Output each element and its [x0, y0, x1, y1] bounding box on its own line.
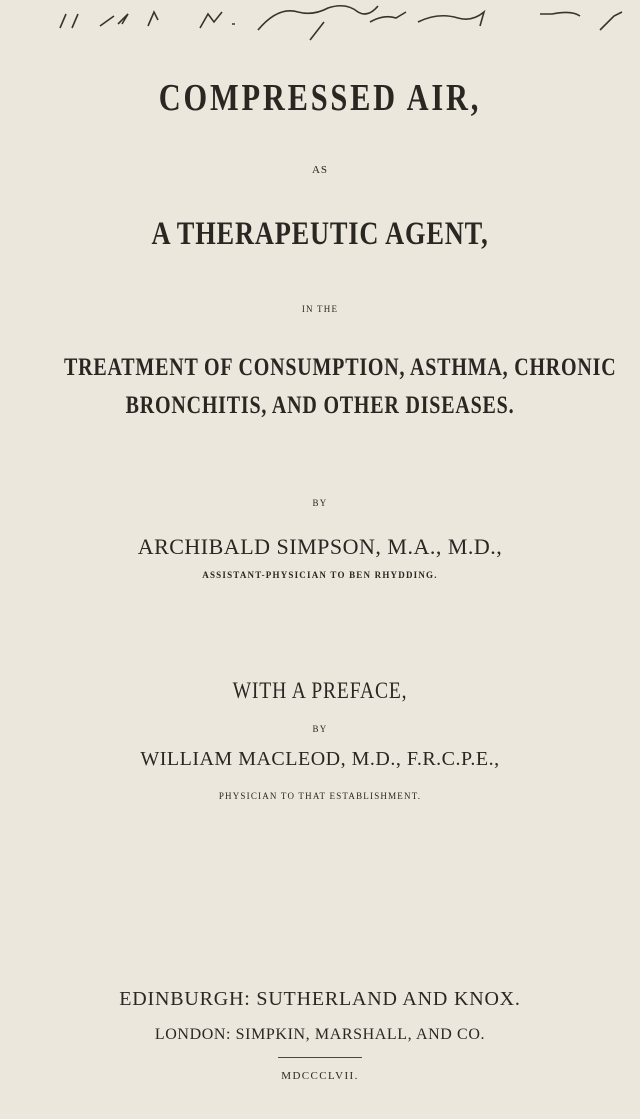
preface-author: WILLIAM MACLEOD, M.D., F.R.C.P.E., [140, 748, 500, 770]
author-role: ASSISTANT-PHYSICIAN TO BEN RHYDDING. [202, 570, 438, 580]
author-name: ARCHIBALD SIMPSON, M.A., M.D., [137, 534, 503, 559]
book-subtitle: A THERAPEUTIC AGENT, [151, 216, 489, 252]
handwritten-marks [0, 0, 640, 60]
as-label: AS [311, 164, 329, 176]
preface-heading: WITH A PREFACE, [232, 678, 408, 703]
publisher-london: LONDON: SIMPKIN, MARSHALL, AND CO. [154, 1026, 486, 1043]
divider-rule [278, 1057, 362, 1058]
by-label-2: BY [312, 724, 328, 734]
preface-author-role: PHYSICIAN TO THAT ESTABLISHMENT. [218, 791, 422, 801]
book-title: COMPRESSED AIR, [158, 77, 482, 119]
treatment-line-1: TREATMENT OF CONSUMPTION, ASTHMA, CHRONIC [64, 354, 617, 381]
publication-year: MDCCCLVII. [281, 1070, 359, 1082]
by-label-1: BY [312, 498, 328, 508]
in-the-label: IN THE [301, 304, 339, 314]
treatment-line-2: BRONCHITIS, AND OTHER DISEASES. [125, 392, 515, 419]
publisher-edinburgh: EDINBURGH: SUTHERLAND AND KNOX. [119, 988, 521, 1010]
